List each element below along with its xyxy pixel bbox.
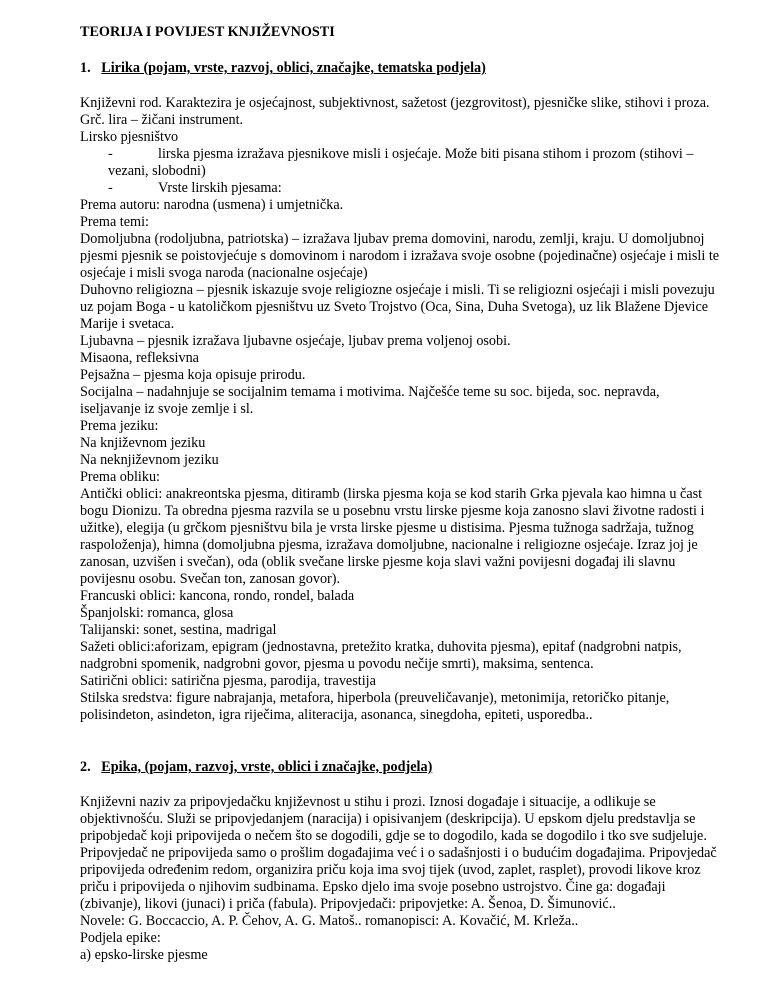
text-line: priču i pripovijeda o njihovim sudbinama. Epsko djelo ima svoje posebno ustrojstvo. Čine ga: događaji [80, 879, 666, 895]
text-line: uz pojam Boga - u katoličkom pjesništvu uz Sveto Trojstvo (Oca, Sina, Duha Svetoga), uz lik Blažene Djevice [80, 299, 709, 315]
text-line: bogu Dionizu. Ta obredna pjesma razvila se u posebnu vrstu lirske pjesme koja zanosno slavi životne radosti i [80, 503, 705, 519]
bullet-dash: - [108, 146, 113, 162]
text-line: Misaona, refleksivna [80, 350, 199, 366]
text-line: Prema obliku: [80, 469, 160, 485]
text-line: zanosan, uzvišen i svečan), oda (oblik svečane lirske pjesme koja slavi važni povijesni događaj ili slavnu [80, 554, 676, 570]
text-line: Domoljubna (rodoljubna, patriotska) – izražava ljubav prema domovini, narodu, zemlji, kraju. U domoljubnoj [80, 231, 705, 247]
text-line: pripovijeda određenim redom, organizira priču koja ima svoj tijek (uvod, zaplet, rasplet), provodi likove kroz [80, 862, 701, 878]
text-line: Prema autoru: narodna (usmena) i umjetnička. [80, 197, 344, 213]
text-line: nadgrobni spomenik, nadgrobni govor, pjesma u povodu nečije smrti), maksima, sentenca. [80, 656, 594, 672]
section-heading-epika [80, 759, 432, 776]
text-line: Podjela epike: [80, 930, 161, 946]
text-line: Talijanski: sonet, sestina, madrigal [80, 622, 277, 638]
bullet-text-continued: vezani, slobodni) [108, 163, 206, 179]
text-line: a) epsko-lirske pjesme [80, 947, 208, 963]
text-line: Socijalna – nadahnjuje se socijalnim temama i motivima. Najčešće teme su soc. bijeda, soc. nepravda, [80, 384, 660, 400]
text-line: Književni rod. Karaktezira je osjećajnost, subjektivnost, sažetost (jezgrovitost), pjesničke slike, stihovi i proza. [80, 95, 710, 111]
section-title: Epika, (pojam, razvoj, vrste, oblici i značajke, podjela) [101, 759, 433, 775]
text-line: (zbivanje), likovi (junaci) i priča (fabula). Pripovjedači: pripovjetke: A. Šenoa, D. Šimunović.. [80, 896, 616, 912]
text-line: Marije i svetaca. [80, 316, 175, 332]
bullet-text: lirska pjesma izražava pjesnikove misli i osjećaje. Može biti pisana stihom i prozom (stihovi – [158, 146, 694, 162]
text-line: pripobjedač koji pripovijeda o nečem što se dogodili, gdje se to dogodilo, kada se dogodilo i tko sve sudjeluje. [80, 828, 707, 844]
section-number: 1. [80, 60, 91, 76]
text-line: Ljubavna – pjesnik izražava ljubavne osjećaje, ljubav prema voljenoj osobi. [80, 333, 511, 349]
bullet-dash: - [108, 180, 113, 196]
text-line: Duhovno religiozna – pjesnik iskazuje svoje religiozne osjećaje i misli. Ti se religiozni osjećaji i misli povezuju [80, 282, 715, 298]
text-line: užitke), elegija (u grčkom pjesništvu bila je vrsta lirske pjesme u distisima. Pjesma tužnoga sadržaja, tužnog [80, 520, 694, 536]
section-number: 2. [80, 759, 91, 775]
text-line: pjesmi pjesnik se poistovjećuje s domovinom i narodom i izražava svoje osobne (pojedinačne) osjećaje i misli te [80, 248, 720, 264]
text-line: iseljavanje iz svoje zemlje i sl. [80, 401, 254, 417]
text-line: Novele: G. Boccaccio, A. P. Čehov, A. G. Matoš.. romanopisci: A. Kovačić, M. Krleža.. [80, 913, 579, 929]
section-heading-lirika [80, 60, 486, 77]
text-line: Na književnom jeziku [80, 435, 206, 451]
text-line: Satirični oblici: satirična pjesma, parodija, travestija [80, 673, 376, 689]
text-line: Pejsažna – pjesma koja opisuje prirodu. [80, 367, 306, 383]
text-line: Francuski oblici: kancona, rondo, rondel, balada [80, 588, 355, 604]
text-line: Prema temi: [80, 214, 149, 230]
text-line: Sažeti oblici:aforizam, epigram (jednostavna, pretežito kratka, duhovita pjesma), epitaf (nadgrobni natpis, [80, 639, 682, 655]
text-line: objektivnošću. Služi se pripovjedanjem (naracija) i opisivanjem (deskripcija). U epskom djelu predstavlja se [80, 811, 696, 827]
text-line: Lirsko pjesništvo [80, 129, 179, 145]
document-title: TEORIJA I POVIJEST KNJIŽEVNOSTI [80, 24, 335, 40]
text-line: Španjolski: romanca, glosa [80, 605, 234, 621]
text-line: Antički oblici: anakreontska pjesma, ditiramb (lirska pjesma koja se kod starih Grka pjevala kao himna u čast [80, 486, 703, 502]
text-line: Na neknjiževnom jeziku [80, 452, 219, 468]
text-line: Književni naziv za pripovjedačku književnost u stihu i prozi. Iznosi događaje i situacije, a odlikuje se [80, 794, 656, 810]
section-title: Lirika (pojam, vrste, razvoj, oblici, značajke, tematska podjela) [101, 60, 486, 76]
text-line: osjećaje i misli svoga naroda (nacionalne osjećaje) [80, 265, 368, 281]
text-line: Prema jeziku: [80, 418, 159, 434]
text-line: raspoloženja), himna (domoljubna pjesma, izražava domoljubne, nacionalne i religiozne osjećaje. Izraz joj je [80, 537, 698, 553]
text-line: polisindeton, asindeton, igra riječima, aliteracija, asonanca, sinegdoha, epiteti, usporedba.. [80, 707, 593, 723]
text-line: Stilska sredstva: figure nabrajanja, metafora, hiperbola (preuveličavanje), metonimija, retoričko pitanje, [80, 690, 670, 706]
text-line: Pripovjedač ne pripovijeda samo o prošlim događajima već i o sadašnjosti i o budućim događajima. Pripovjedač [80, 845, 717, 861]
bullet-text: Vrste lirskih pjesama: [158, 180, 282, 196]
text-line: povijesnu osobu. Svečan ton, zanosan govor). [80, 571, 341, 587]
text-line: Grč. lira – žičani instrument. [80, 112, 244, 128]
